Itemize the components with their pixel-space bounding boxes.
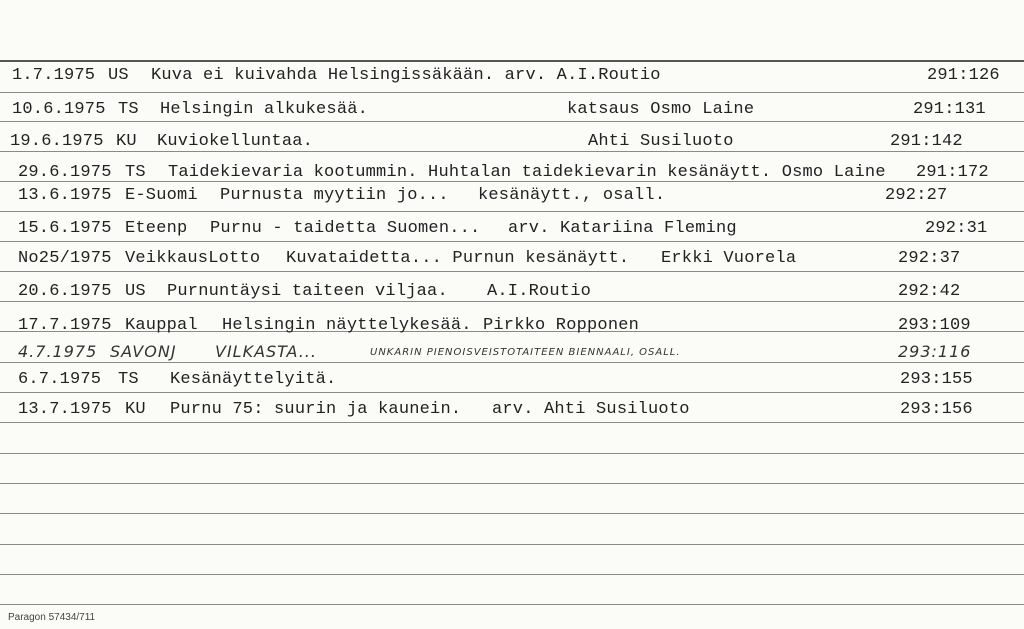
handwritten-ref: 293:116 <box>898 342 972 361</box>
entry-date: 29.6.1975 <box>18 163 112 182</box>
entry-ref: 293:156 <box>900 400 973 419</box>
entry-author: arv. Ahti Susiluoto <box>492 400 690 419</box>
rule <box>0 241 1024 242</box>
entry-ref: 292:37 <box>898 249 961 268</box>
entry-date: 15.6.1975 <box>18 219 112 238</box>
handwritten-author: UNKARIN PIENOISVEISTOTAITEEN BIENNAALI, OSALL. <box>370 347 681 358</box>
entry-ref: 291:131 <box>913 100 986 119</box>
entry-source: Kauppal <box>125 316 198 335</box>
entry-title: Helsingin alkukesää. <box>160 100 369 119</box>
rule <box>0 422 1024 423</box>
entry-source: VeikkausLotto <box>125 249 261 268</box>
entry-ref: 292:27 <box>885 186 948 205</box>
entry-ref: 292:31 <box>925 219 988 238</box>
entry-ref: 291:172 <box>916 163 989 182</box>
entry-title: Purnu 75: suurin ja kaunein. <box>170 400 462 419</box>
entry-date: 13.6.1975 <box>18 186 112 205</box>
rule <box>0 92 1024 93</box>
entry-ref: 293:155 <box>900 370 973 389</box>
rule <box>0 574 1024 575</box>
entry-title: Purnuntäysi taiteen viljaa. <box>167 282 448 301</box>
entry-title: Kuvataidetta... Purnun kesänäytt. <box>286 249 630 268</box>
handwritten-source: SAVONJ <box>110 342 177 361</box>
rule <box>0 271 1024 272</box>
handwritten-entry <box>0 338 1024 366</box>
entry-title: Purnusta myytiin jo... <box>220 186 449 205</box>
rule <box>0 544 1024 545</box>
entry-source: TS <box>125 163 146 182</box>
entry-ref: 291:126 <box>927 66 1000 85</box>
entry-date: 13.7.1975 <box>18 400 112 419</box>
entry-date: No25/1975 <box>18 249 112 268</box>
entry-title: Kuviokelluntaa. <box>157 132 314 151</box>
entry-author: Pirkko Ropponen <box>483 316 640 335</box>
entry-date: 10.6.1975 <box>12 100 106 119</box>
rule <box>0 211 1024 212</box>
entry-row <box>0 64 1024 88</box>
entry-row <box>0 280 1024 304</box>
entry-source: KU <box>116 132 137 151</box>
entry-row <box>0 161 1024 185</box>
entry-date: 6.7.1975 <box>18 370 102 389</box>
entry-date: 1.7.1975 <box>12 66 96 85</box>
rule <box>0 392 1024 393</box>
entry-source: TS <box>118 370 139 389</box>
entry-title: Purnu - taidetta Suomen... <box>210 219 481 238</box>
entry-author: A.I.Routio <box>487 282 592 301</box>
entry-source: TS <box>118 100 139 119</box>
entry-row <box>0 98 1024 122</box>
entry-source: US <box>108 66 129 85</box>
top-rule <box>0 60 1024 62</box>
entry-row <box>0 368 1024 392</box>
entry-title: Kuva ei kuivahda Helsingissäkään. arv. A.I.Routio <box>151 66 661 85</box>
entry-author: kesänäytt., osall. <box>478 186 666 205</box>
entry-source: Eteenp <box>125 219 188 238</box>
entry-source: US <box>125 282 146 301</box>
entry-title: Helsingin näyttelykesää. <box>222 316 472 335</box>
entry-date: 17.7.1975 <box>18 316 112 335</box>
entry-row <box>0 130 1024 154</box>
entry-title: Kesänäyttelyitä. <box>170 370 337 389</box>
rule <box>0 453 1024 454</box>
entry-row <box>0 398 1024 422</box>
entry-ref: 293:109 <box>898 316 971 335</box>
entry-ref: 291:142 <box>890 132 963 151</box>
handwritten-title: VILKASTA... <box>215 342 317 361</box>
entry-date: 19.6.1975 <box>10 132 104 151</box>
entry-row <box>0 247 1024 271</box>
entry-ref: 292:42 <box>898 282 961 301</box>
entry-author: Erkki Vuorela <box>661 249 797 268</box>
entry-author: Ahti Susiluoto <box>588 132 734 151</box>
rule <box>0 513 1024 514</box>
entry-author: katsaus Osmo Laine <box>567 100 755 119</box>
entry-row <box>0 314 1024 338</box>
entry-title: Taidekievaria kootummin. Huhtalan taidekievarin kesänäytt. Osmo Laine <box>168 163 886 182</box>
entry-source: KU <box>125 400 146 419</box>
card-footer: Paragon 57434/711 <box>8 612 96 623</box>
entry-row <box>0 217 1024 241</box>
entry-row <box>0 184 1024 208</box>
entry-author: arv. Katariina Fleming <box>508 219 737 238</box>
handwritten-date: 4.7.1975 <box>18 342 98 361</box>
rule <box>0 483 1024 484</box>
rule <box>0 604 1024 605</box>
entry-source: E-Suomi <box>125 186 198 205</box>
entry-date: 20.6.1975 <box>18 282 112 301</box>
